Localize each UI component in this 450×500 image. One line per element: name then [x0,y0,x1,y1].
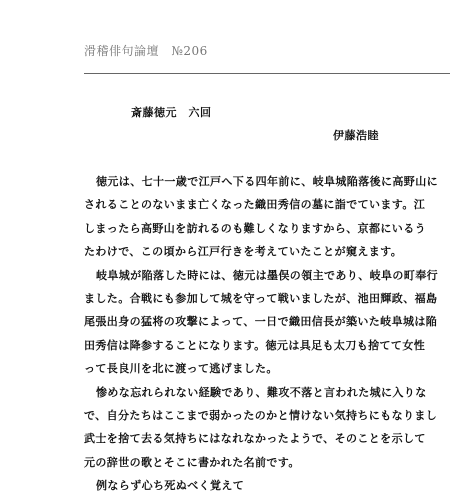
body-line: 惨めな忘れられない経験であり、難攻不落と言われた城に入りな [96,385,427,399]
body-line: ました。合戦にも参加して城を守って戦いましたが、池田輝政、福島 [84,291,438,305]
body-line: されることのないまま亡くなった織田秀信の墓に詣でています。江 [84,198,426,212]
body-line: しまったら高野山を訪れるのも難しくなりますから、京都にいるう [84,221,426,235]
body-line: 岐阜城が陥落した時には、徳元は墨俣の領主であり、岐阜の町奉行 [96,268,438,282]
body-line: 徳元は、七十一歳で江戸へ下る四年前に、岐阜城陥落後に高野山に [96,175,438,188]
header-rule [84,73,450,74]
article-body [84,170,450,497]
body-line: 元の辞世の歌とそこに書かれた名前です。 [84,455,300,469]
body-line: たわけで、この頃から江戸行きを考えていたことが窺えます。 [84,245,403,259]
article-author: 伊藤浩睦 [333,129,379,142]
body-line: 武士を捨て去る気持ちにはなれなかったようで、そのことを示して [84,432,426,446]
body-line: 尾張出身の猛将の攻撃によって、一日で織田信長が築いた岐阜城は陥 [84,315,438,329]
body-line: で、自分たちはここまで弱かったのかと情けない気持ちにもなりまし [84,408,438,422]
body-line: って長良川を北に渡って逃げました。 [84,362,278,376]
body-line: 田秀信は降参することになります。徳元は具足も太刀も捨てて女性 [84,338,426,352]
body-line: 例ならず心ち死ぬべく覚えて [96,479,245,493]
journal-header: 滑稽俳句論壇 №206 [84,44,208,58]
article-title: 斎藤徳元 六回 [131,106,212,119]
